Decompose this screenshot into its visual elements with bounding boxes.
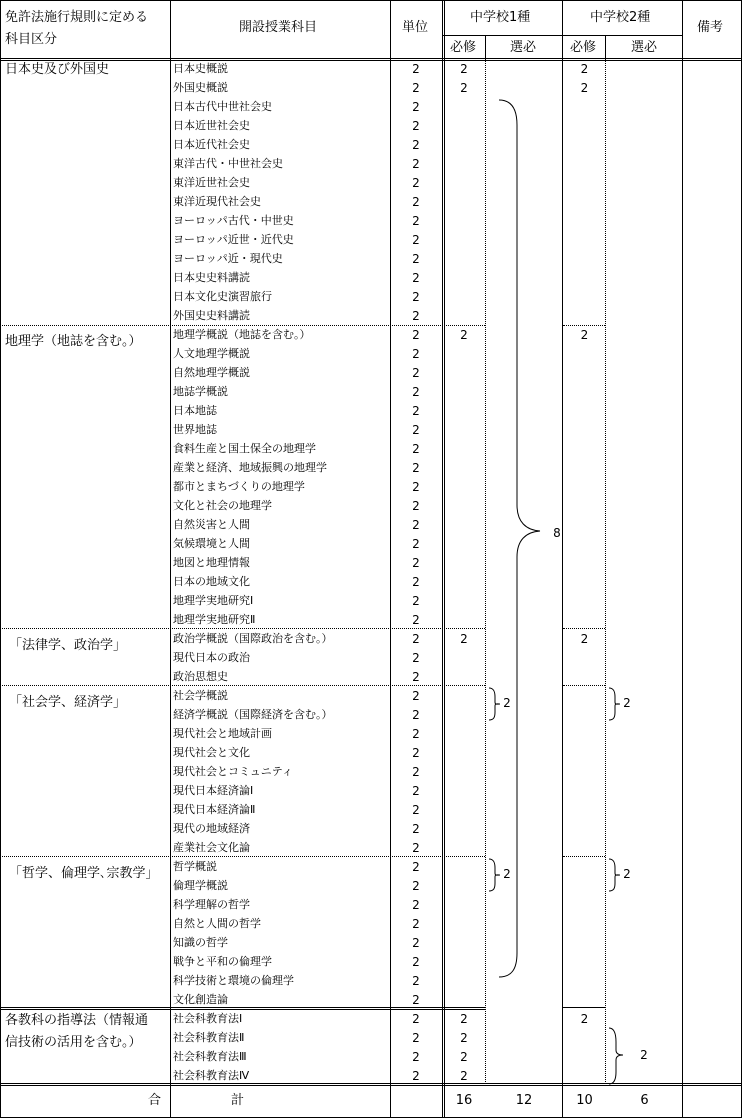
subject-units: 2 bbox=[412, 974, 420, 988]
header-jh1-elective: 選必 bbox=[510, 40, 537, 55]
subject-name: 文化と社会の地理学 bbox=[173, 499, 272, 512]
subject-units: 2 bbox=[412, 746, 420, 760]
category-geography: 地理学（地誌を含む。） bbox=[5, 334, 142, 349]
subject-units: 2 bbox=[412, 936, 420, 950]
subject-units: 2 bbox=[412, 708, 420, 722]
subject-name: 戦争と平和の倫理学 bbox=[173, 955, 272, 968]
jh2-elective-sociology: 2 bbox=[623, 696, 631, 710]
subject-units: 2 bbox=[412, 993, 420, 1007]
subject-units: 2 bbox=[412, 594, 420, 608]
subject-name: 経済学概説（国際経済を含む。） bbox=[173, 708, 333, 721]
subject-units: 2 bbox=[412, 138, 420, 152]
subject-units: 2 bbox=[412, 442, 420, 456]
subject-name: 地理学実地研究Ⅰ bbox=[173, 594, 254, 607]
subject-units: 2 bbox=[412, 499, 420, 513]
subject-units: 2 bbox=[412, 518, 420, 532]
subject-name: 人文地理学概説 bbox=[173, 347, 250, 360]
subject-name: ヨーロッパ近世・近代史 bbox=[173, 233, 294, 246]
subject-units: 2 bbox=[412, 765, 420, 779]
subject-name: 外国史史料講読 bbox=[173, 309, 250, 322]
total-jh2-elective: 6 bbox=[640, 1093, 649, 1108]
header-jh2-required: 必修 bbox=[570, 40, 597, 55]
jh2-required-units: 2 bbox=[580, 81, 589, 95]
subject-units: 2 bbox=[412, 879, 420, 893]
brace-jh2-philosophy bbox=[609, 859, 620, 891]
total-label-a: 合 bbox=[148, 1093, 162, 1108]
brace-jh1-sociology bbox=[489, 688, 500, 720]
subject-name: 自然と人間の哲学 bbox=[173, 917, 261, 930]
subject-units: 2 bbox=[412, 252, 420, 266]
category-philosophy: 「哲学、倫理学､宗教学」 bbox=[9, 866, 159, 881]
subject-name: ヨーロッパ近・現代史 bbox=[173, 252, 283, 265]
subject-name: 地図と地理情報 bbox=[173, 556, 250, 569]
subject-name: 日本文化史演習旅行 bbox=[173, 290, 272, 303]
subject-units: 2 bbox=[412, 347, 420, 361]
subject-name: 現代日本経済論Ⅱ bbox=[173, 803, 256, 816]
subject-name: 科学技術と環境の倫理学 bbox=[173, 974, 294, 987]
subject-units: 2 bbox=[412, 309, 420, 323]
subject-name: 現代の地域経済 bbox=[173, 822, 250, 835]
subject-units: 2 bbox=[412, 803, 420, 817]
header-category-line2: 科目区分 bbox=[5, 32, 58, 47]
subject-units: 2 bbox=[412, 157, 420, 171]
brace-jh2-sociology bbox=[609, 688, 620, 720]
header-jh2: 中学校2種 bbox=[590, 10, 651, 25]
subject-units: 2 bbox=[412, 860, 420, 874]
subject-name: 日本古代中世社会史 bbox=[173, 100, 272, 113]
subject-units: 2 bbox=[412, 100, 420, 114]
subject-name: 政治学概説（国際政治を含む。） bbox=[173, 632, 333, 645]
subject-name: 産業と経済、地域振興の地理学 bbox=[173, 461, 327, 474]
subject-units: 2 bbox=[412, 233, 420, 247]
subject-name: 食料生産と国土保全の地理学 bbox=[173, 442, 316, 455]
subject-units: 2 bbox=[412, 385, 420, 399]
jh1-required-units: 2 bbox=[460, 1012, 468, 1026]
subject-units: 2 bbox=[412, 689, 420, 703]
header-units: 単位 bbox=[402, 20, 429, 35]
subject-name: 東洋近世社会史 bbox=[173, 176, 250, 189]
brace-jh2-methods bbox=[609, 1028, 623, 1084]
category-methods-line2: 信技術の活用を含む。） bbox=[5, 1035, 142, 1050]
subject-name: 文化創造論 bbox=[173, 993, 228, 1006]
subject-name: 哲学概説 bbox=[173, 860, 217, 873]
subject-name: 日本近世社会史 bbox=[173, 119, 250, 132]
subject-name: 都市とまちづくりの地理学 bbox=[173, 480, 305, 493]
jh1-required-units: 2 bbox=[460, 632, 468, 646]
subject-units: 2 bbox=[412, 670, 420, 684]
subject-name: 世界地誌 bbox=[173, 423, 217, 436]
subject-name: 日本の地域文化 bbox=[173, 575, 250, 588]
jh2-required-units: 2 bbox=[580, 1012, 589, 1026]
jh1-required-units: 2 bbox=[460, 328, 468, 342]
total-jh2-required: 10 bbox=[576, 1093, 593, 1108]
subject-name: 社会学概説 bbox=[173, 689, 228, 702]
jh1-elective-philosophy: 2 bbox=[503, 867, 511, 881]
subject-units: 2 bbox=[412, 214, 420, 228]
subject-name: 自然地理学概説 bbox=[173, 366, 250, 379]
subject-units: 2 bbox=[412, 1031, 420, 1045]
total-jh1-elective: 12 bbox=[515, 1093, 533, 1108]
subject-name: 知識の哲学 bbox=[173, 936, 228, 949]
jh1-required-units: 2 bbox=[460, 81, 468, 95]
total-jh1-required: 16 bbox=[455, 1093, 473, 1108]
subject-name: 東洋古代・中世社会史 bbox=[173, 157, 283, 170]
subject-name: 地理学概説（地誌を含む。） bbox=[173, 328, 311, 341]
subject-name: 現代日本の政治 bbox=[173, 651, 250, 664]
subject-units: 2 bbox=[412, 917, 420, 931]
subject-units: 2 bbox=[412, 822, 420, 836]
category-law: 「法律学、政治学」 bbox=[9, 638, 127, 653]
subject-units: 2 bbox=[412, 1050, 420, 1064]
subject-units: 2 bbox=[412, 404, 420, 418]
subject-units: 2 bbox=[412, 480, 420, 494]
subject-units: 2 bbox=[412, 366, 420, 380]
header-jh1-required: 必修 bbox=[450, 40, 477, 55]
subject-name: 日本地誌 bbox=[173, 404, 217, 417]
subject-units: 2 bbox=[412, 575, 420, 589]
category-methods-line1: 各教科の指導法（情報通 bbox=[5, 1013, 149, 1028]
subject-name: 産業社会文化論 bbox=[173, 841, 250, 854]
subject-units: 2 bbox=[412, 461, 420, 475]
total-label-b: 計 bbox=[231, 1093, 245, 1108]
subject-units: 2 bbox=[412, 727, 420, 741]
subject-units: 2 bbox=[412, 1069, 420, 1083]
subject-name: 日本史概説 bbox=[173, 62, 228, 75]
jh2-elective-methods: 2 bbox=[640, 1048, 648, 1062]
jh2-required-units: 2 bbox=[580, 62, 589, 76]
subject-units: 2 bbox=[412, 841, 420, 855]
subject-name: 政治思想史 bbox=[173, 670, 228, 683]
subject-name: 現代日本経済論Ⅰ bbox=[173, 784, 254, 797]
subject-name: 自然災害と人間 bbox=[173, 518, 250, 531]
header-jh1: 中学校1種 bbox=[470, 10, 531, 25]
jh1-required-units: 2 bbox=[460, 1050, 468, 1064]
subject-units: 2 bbox=[412, 423, 420, 437]
subject-units: 2 bbox=[412, 955, 420, 969]
subject-units: 2 bbox=[412, 613, 420, 627]
subject-name: 現代社会と地域計画 bbox=[173, 727, 272, 740]
subject-name: 気候環境と人間 bbox=[173, 537, 250, 550]
jh2-elective-philosophy: 2 bbox=[623, 867, 631, 881]
jh2-required-units: 2 bbox=[580, 328, 589, 342]
subject-units: 2 bbox=[412, 651, 420, 665]
subject-name: 東洋近現代社会史 bbox=[173, 195, 261, 208]
subject-units: 2 bbox=[412, 632, 420, 646]
jh1-elective-group-total: 8 bbox=[553, 526, 561, 540]
jh1-required-units: 2 bbox=[460, 62, 468, 76]
subject-name: 外国史概説 bbox=[173, 81, 228, 94]
subject-units: 2 bbox=[412, 328, 420, 342]
subject-units: 2 bbox=[412, 271, 420, 285]
subject-name: ヨーロッパ古代・中世史 bbox=[173, 214, 294, 227]
jh1-elective-sociology: 2 bbox=[503, 696, 511, 710]
subject-name: 社会科教育法Ⅳ bbox=[173, 1069, 250, 1082]
subject-name: 地理学実地研究Ⅱ bbox=[173, 613, 256, 626]
subject-name: 日本史史料講読 bbox=[173, 271, 250, 284]
subject-units: 2 bbox=[412, 556, 420, 570]
header-jh2-elective: 選必 bbox=[631, 40, 658, 55]
jh1-required-units: 2 bbox=[460, 1069, 468, 1083]
subject-units: 2 bbox=[412, 1012, 420, 1026]
subject-units: 2 bbox=[412, 81, 420, 95]
jh2-required-units: 2 bbox=[580, 632, 589, 646]
subject-units: 2 bbox=[412, 898, 420, 912]
header-remarks: 備考 bbox=[697, 20, 724, 35]
header-category-line1: 免許法施行規則に定める bbox=[5, 10, 149, 25]
subject-units: 2 bbox=[412, 290, 420, 304]
subject-name: 地誌学概説 bbox=[173, 385, 228, 398]
subject-name: 科学理解の哲学 bbox=[173, 898, 250, 911]
subject-name: 現代社会と文化 bbox=[173, 746, 250, 759]
subject-name: 社会科教育法Ⅰ bbox=[173, 1012, 243, 1025]
header-subject: 開設授業科目 bbox=[239, 20, 318, 35]
subject-name: 社会科教育法Ⅲ bbox=[173, 1050, 247, 1063]
subject-name: 現代社会とコミュニティ bbox=[173, 765, 293, 778]
subject-units: 2 bbox=[412, 784, 420, 798]
subject-name: 日本近代社会史 bbox=[173, 138, 250, 151]
subject-units: 2 bbox=[412, 195, 420, 209]
subject-units: 2 bbox=[412, 119, 420, 133]
subject-units: 2 bbox=[412, 62, 420, 76]
subject-units: 2 bbox=[412, 537, 420, 551]
jh1-required-units: 2 bbox=[460, 1031, 468, 1045]
category-history: 日本史及び外国史 bbox=[5, 62, 110, 77]
brace-jh1-philosophy bbox=[489, 859, 500, 891]
brace-jh1-large bbox=[499, 100, 540, 977]
subject-name: 社会科教育法Ⅱ bbox=[173, 1031, 245, 1044]
category-sociology: 「社会学、経済学」 bbox=[9, 695, 127, 710]
subject-units: 2 bbox=[412, 176, 420, 190]
subject-name: 倫理学概説 bbox=[173, 879, 228, 892]
